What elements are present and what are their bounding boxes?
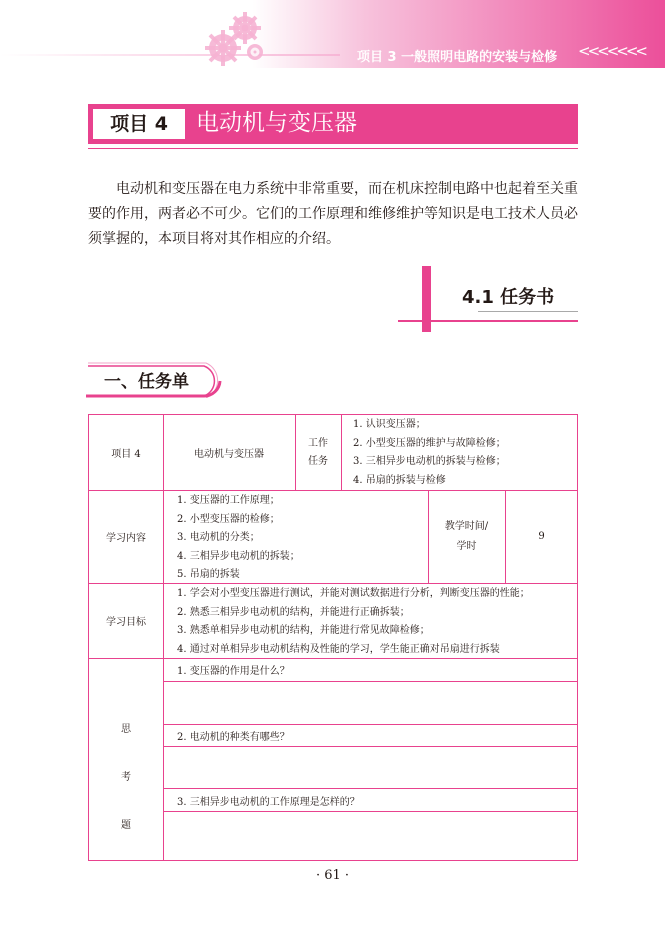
question-2: 2. 电动机的种类有哪些？ bbox=[177, 732, 290, 743]
header-fade-line bbox=[0, 54, 340, 56]
list-item: 1. 认识变压器； bbox=[353, 419, 426, 430]
list-item: 1. 学会对小型变压器进行测试，并能对测试数据进行分析，判断变压器的性能； bbox=[177, 588, 530, 599]
col-divider bbox=[341, 415, 342, 490]
project-underline bbox=[88, 148, 578, 149]
task-label-line: 工作 bbox=[308, 437, 328, 449]
section-title: 4.1 任务书 bbox=[462, 287, 555, 308]
section-marker-bar bbox=[422, 266, 431, 332]
project-label: 项目 4 bbox=[93, 109, 185, 139]
page-number: · 61 · bbox=[315, 868, 350, 883]
question-divider bbox=[163, 681, 578, 682]
intro-paragraph: 电动机和变压器在电力系统中非常重要，而在机床控制电路中也起着至关重要的作用，两者必不可少。它们的工作原理和维修维护等知识是电工技术人员必须掌握的，本项目将对其作相应的介绍。 bbox=[88, 181, 578, 247]
list-item: 2. 小型变压器的检修； bbox=[177, 513, 280, 525]
list-item: 4. 吊扇的拆装与检修 bbox=[353, 474, 446, 486]
list-item: 1. 变压器的工作原理； bbox=[177, 495, 280, 506]
label-char: 考 bbox=[121, 772, 131, 783]
task-list bbox=[353, 416, 506, 490]
task-label-line: 任务 bbox=[308, 455, 328, 467]
project-name-cell: 电动机与变压器 bbox=[194, 449, 264, 460]
question-3: 3. 三相异步电动机的工作原理是怎样的？ bbox=[177, 797, 360, 808]
list-item: 3. 三相异步电动机的拆装与检修； bbox=[353, 456, 506, 467]
learning-content-list bbox=[177, 492, 300, 585]
question-divider bbox=[163, 811, 578, 812]
teaching-time-label bbox=[428, 490, 505, 583]
project-cell: 项目 4 bbox=[111, 449, 141, 460]
task-label-cell bbox=[295, 415, 341, 490]
task-table bbox=[88, 414, 578, 861]
chevron-icon: <<<<<<< bbox=[578, 42, 645, 60]
learning-goals-label: 学习目标 bbox=[106, 617, 146, 628]
label-char: 题 bbox=[121, 820, 131, 831]
question-1: 1. 变压器的作用是什么？ bbox=[177, 666, 290, 677]
list-item: 3. 电动机的分类； bbox=[177, 532, 260, 543]
teaching-time-line: 教学时间/ bbox=[444, 520, 489, 532]
list-item: 2. 小型变压器的维护与故障检修； bbox=[353, 437, 506, 449]
label-char: 思 bbox=[121, 724, 131, 735]
question-divider bbox=[163, 788, 578, 789]
gear-icon bbox=[195, 10, 275, 66]
question-divider bbox=[163, 724, 578, 725]
think-question-label bbox=[89, 658, 163, 861]
list-item: 3. 熟悉单相异步电动机的结构，并能进行常见故障检修； bbox=[177, 625, 430, 636]
teaching-time-value: 9 bbox=[538, 531, 545, 542]
learning-content-label: 学习内容 bbox=[106, 533, 146, 544]
list-item: 2. 熟悉三相异步电动机的结构，并能进行正确拆装； bbox=[177, 606, 410, 618]
section-marker-line bbox=[398, 320, 578, 322]
running-header-title: 项目 3 一般照明电路的安装与检修 bbox=[357, 50, 558, 65]
project-title: 电动机与变压器 bbox=[196, 110, 357, 136]
subsection-title: 一、任务单 bbox=[104, 372, 189, 392]
list-item: 5. 吊扇的拆装 bbox=[177, 569, 240, 580]
running-header bbox=[0, 0, 665, 68]
list-item: 4. 通过对单相异步电动机结构及性能的学习，学生能正确对吊扇进行拆装 bbox=[177, 643, 500, 655]
learning-goals-list bbox=[177, 585, 530, 659]
teaching-time-line: 学时 bbox=[456, 540, 477, 552]
question-divider bbox=[163, 746, 578, 747]
list-item: 4. 三相异步电动机的拆装； bbox=[177, 550, 300, 562]
section-title-underline bbox=[478, 311, 578, 312]
